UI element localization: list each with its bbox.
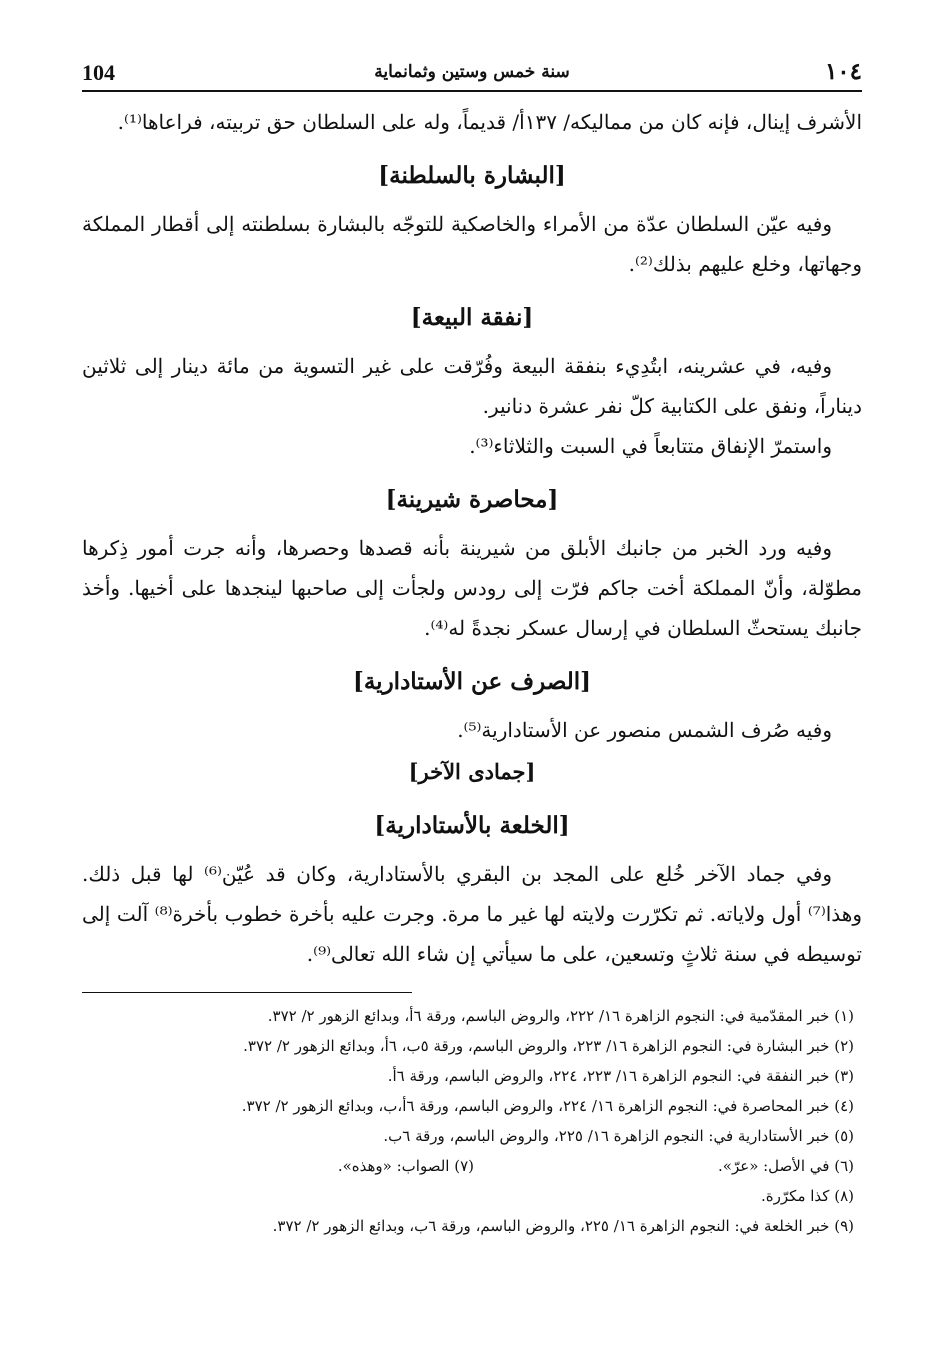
page-header [82,0,862,92]
footnote-row-6-7 [82,1151,854,1181]
section-heading-bishara: [البشارة بالسلطنة] [378,162,566,189]
section-heading-sarf: [الصرف عن الأستادارية] [352,668,592,695]
footnote-2: (٢) خبر البشارة في: النجوم الزاهرة ١٦/ ٢٢٣، والروض الباسم، ورقة ٥ب، ٦أ، وبدائع الزهور ٢/ ٣٧٢. [243,1037,854,1055]
footnote-6: (٦) في الأصل: «عرّ». [718,1157,854,1175]
section-heading-nafaqa: [نفقة البيعة] [410,304,534,331]
main-text [82,102,862,974]
running-title: سنة خمس وستين وثمانماية [374,62,570,82]
page-number-latin: 104 [82,60,115,85]
paragraph-muhasara: وفيه ورد الخبر من جانبك الأبلق من شيرينة بأنه قصدها وحصرها، وأنه جرت أمور ذِكرها مطوّلة، وأنّ المملكة أخت جاكم فرّت إلى رودس ولجأت إلى صاحبها لينجدها على أخيها. وأخذ جانبك يستحثّ السلطان في إرسال عسكر نجدةً له⁽⁴⁾. [82,536,862,640]
paragraph-continued: الأشرف إينال، فإنه كان من مماليكه/ ١٣٧أ/ قديماً، وله على السلطان حق تربيته، فراعاها⁽¹⁾. [117,110,862,134]
footnotes [82,1001,862,1241]
footnote-1: (١) خبر المقدّمية في: النجوم الزاهرة ١٦/ ٢٢٢، والروض الباسم، ورقة ٦أ، وبدائع الزهور ٢/ ٣٧٢. [267,1007,854,1025]
paragraph-sarf: وفيه صُرف الشمس منصور عن الأستادارية⁽⁵⁾. [457,718,832,742]
paragraph-khilaa: وفي جماد الآخر خُلع على المجد بن البقري بالأستادارية، وكان قد عُيّن⁽⁶⁾ لها قبل ذلك. وهذا⁽⁷⁾ أول ولاياته. ثم تكرّرت ولايته لها غير ما مرة. وجرت عليه بأخرة خطوب بأخرة⁽⁸⁾ آلت إلى توسيطه في سنة ثلاثٍ وتسعين، على ما سيأتي إن شاء الله تعالى⁽⁹⁾. [82,862,862,966]
paragraph-infaq: واستمرّ الإنفاق متتابعاً في السبت والثلاثاء⁽³⁾. [469,434,832,458]
paragraph-nafaqa: وفيه، في عشرينه، ابتُدِيء بنفقة البيعة وفُرّقت على غير التسوية من مائة دينار إلى ثلاثين ديناراً، ونفق على الكتابية كلّ نفر عشرة دنانير. [82,354,862,418]
page-number-arabic: ١٠٤ [824,58,862,85]
footnote-8: (٨) كذا مكرّرة. [761,1187,854,1205]
footnote-7: (٧) الصواب: «وهذه». [337,1157,474,1175]
footnote-4: (٤) خبر المحاصرة في: النجوم الزاهرة ١٦/ ٢٢٤، والروض الباسم، ورقة ٦أ،ب، وبدائع الزهور ٢/ ٣٧٢. [241,1097,854,1115]
footnote-3: (٣) خبر النفقة في: النجوم الزاهرة ١٦/ ٢٢٣، ٢٢٤، والروض الباسم، ورقة ٦أ. [387,1067,854,1085]
footnote-9: (٩) خبر الخلعة في: النجوم الزاهرة ١٦/ ٢٢٥، والروض الباسم، ورقة ٦ب، وبدائع الزهور ٢/ ٣٧٢. [272,1217,854,1235]
section-heading-khilaa: [الخلعة بالأستادارية] [374,812,570,839]
footnote-separator [82,992,412,993]
month-heading: [جمادى الآخر] [408,759,536,784]
footnote-5: (٥) خبر الأستادارية في: النجوم الزاهرة ١٦/ ٢٢٥، والروض الباسم، ورقة ٦ب. [383,1127,854,1145]
section-heading-muhasara: [محاصرة شيرينة] [385,486,559,513]
paragraph-bishara: وفيه عيّن السلطان عدّة من الأمراء والخاصكية للتوجّه بالبشارة بسلطنته إلى أقطار المملكة وجهاتها، وخلع عليهم بذلك⁽²⁾. [82,212,862,276]
